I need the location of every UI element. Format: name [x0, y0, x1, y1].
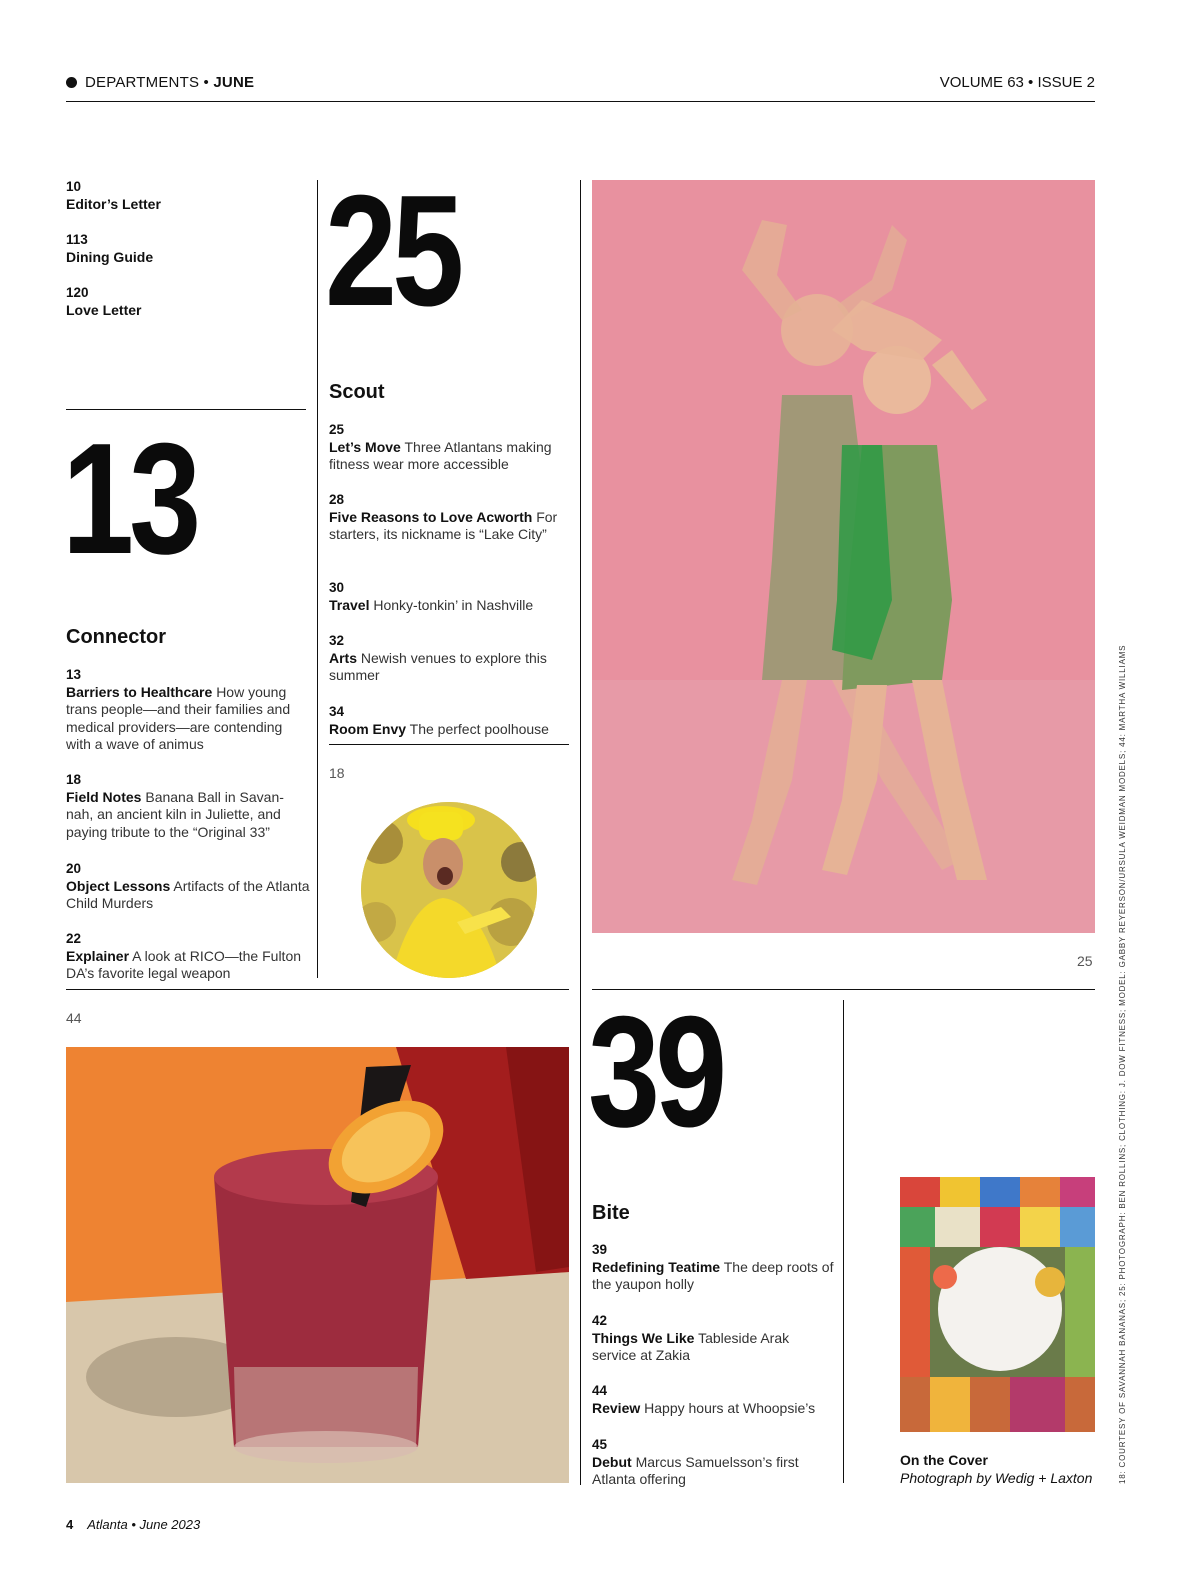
divider [66, 409, 306, 410]
page-number: 32 [329, 633, 345, 648]
page-number: 4 [66, 1517, 74, 1532]
toc-item-arts[interactable] [329, 632, 567, 685]
item-desc: Marcus Samuelsson’s first Atlanta offering [592, 1453, 799, 1488]
photo-page-ref: 18 [329, 765, 345, 781]
item-title: Things We Like [592, 1329, 695, 1346]
dancer-photo [592, 180, 1095, 933]
item-title: Arts [329, 649, 358, 666]
scout-big-number: 25 [325, 163, 460, 339]
item-desc: Happy hours at Whoopsie’s [644, 1399, 816, 1416]
item-desc: For starters, its nickname is “Lake City” [329, 508, 558, 543]
item-desc: The deep roots of the yaupon holly [592, 1258, 834, 1293]
cocktail-photo [66, 1047, 569, 1483]
column-divider [843, 1000, 844, 1483]
connector-big-number: 13 [62, 411, 197, 587]
toc-item-lets-move[interactable] [329, 421, 567, 474]
page-number: 44 [592, 1383, 608, 1398]
item-title: Object Lessons [66, 877, 171, 894]
item-title: Explainer [66, 947, 130, 964]
toc-item-travel[interactable] [329, 579, 567, 614]
item-title: Barriers to Healthcare [66, 683, 213, 700]
item-title: Review [592, 1399, 641, 1416]
page-number: 34 [329, 704, 345, 719]
item-title: Field Notes [66, 788, 142, 805]
toc-item-things-we-like[interactable] [592, 1312, 836, 1365]
page-number: 113 [66, 232, 88, 247]
toc-item-acworth[interactable] [329, 491, 567, 544]
volume-issue: VOLUME 63 • ISSUE 2 [939, 74, 1095, 91]
photo-credits: 18: COURTESY OF SAVANNAH BANANAS; 25: PHOTOGRAPH: BEN ROLLINS; CLOTHING: J. DOW FITNESS; MODEL: GABBY REYERSON/URSULA WEIDMAN MODELS; 44: MARTHA WILLIAMS [1118, 644, 1127, 1484]
item-desc: The perfect poolhouse [409, 720, 549, 737]
toc-item-review[interactable] [592, 1382, 836, 1417]
connector-title: Connector [66, 626, 166, 648]
page-number: 45 [592, 1437, 608, 1452]
banana-ball-fan-photo [361, 802, 537, 978]
item-desc: Three Atlantans making fitness wear more accessible [329, 438, 552, 473]
column-divider [317, 180, 318, 978]
page-number: 28 [329, 492, 345, 507]
item-desc: A look at RICO—the Fulton DA’s favorite legal weapon [66, 947, 302, 982]
scout-title: Scout [329, 381, 385, 403]
toc-item-field-notes[interactable] [66, 771, 310, 841]
item-title: Dining Guide [66, 248, 154, 265]
cover-thumbnail-photo[interactable] [900, 1177, 1095, 1432]
item-desc: Newish venues to explore this summer [329, 649, 547, 684]
page-number: 10 [66, 179, 82, 194]
item-title: Five Reasons to Love Acworth [329, 508, 533, 525]
toc-item-object-lessons[interactable] [66, 860, 310, 913]
item-title: Let’s Move [329, 438, 401, 455]
item-desc: Banana Ball in Savan-nah, an ancient kiln in Juliette, and paying tribute to the “Original 33” [66, 788, 284, 840]
toc-item-editors-letter[interactable] [66, 178, 306, 213]
bullet-icon [66, 77, 77, 88]
toc-item-love-letter[interactable] [66, 284, 306, 319]
toc-item-debut[interactable] [592, 1436, 836, 1489]
bite-title: Bite [592, 1202, 630, 1224]
item-title: Editor’s Letter [66, 195, 161, 212]
page-number: 39 [592, 1242, 608, 1257]
section-label [66, 74, 254, 91]
header-bullet: • [203, 74, 209, 91]
item-title: Debut [592, 1453, 632, 1470]
page-number: 30 [329, 580, 345, 595]
toc-item-dining-guide[interactable] [66, 231, 306, 266]
photo-page-ref: 44 [66, 1010, 82, 1026]
item-title: Redefining Teatime [592, 1258, 721, 1275]
toc-item-room-envy[interactable] [329, 703, 567, 738]
photo-page-ref: 25 [1077, 953, 1093, 969]
cover-credit: Photograph by Wedig + Laxton [900, 1470, 1093, 1486]
item-title: Room Envy [329, 720, 407, 737]
item-desc: Artifacts of the Atlanta Child Murders [66, 877, 310, 912]
publication-line: Atlanta • June 2023 [87, 1517, 201, 1532]
column-divider [580, 180, 581, 1485]
cover-title: On the Cover [900, 1452, 988, 1468]
toc-item-explainer[interactable] [66, 930, 310, 983]
header-month: JUNE [213, 74, 255, 91]
divider [329, 744, 569, 745]
page-number: 18 [66, 772, 82, 787]
toc-item-teatime[interactable] [592, 1241, 836, 1294]
item-desc: Honky-tonkin’ in Nashville [373, 596, 534, 613]
page-number: 20 [66, 861, 82, 876]
page-number: 22 [66, 931, 82, 946]
page-number: 13 [66, 667, 82, 682]
toc-item-barriers[interactable] [66, 666, 310, 754]
page-header [66, 74, 1095, 102]
page-number: 25 [329, 422, 345, 437]
section-name: DEPARTMENTS [85, 74, 200, 91]
item-desc: Tableside Arak service at Zakia [592, 1329, 790, 1364]
page-number: 120 [66, 285, 89, 300]
page-number: 42 [592, 1313, 608, 1328]
item-title: Travel [329, 596, 370, 613]
item-title: Love Letter [66, 301, 142, 318]
item-desc: How young trans people—and their families and medical providers—are contending with a wave of animus [66, 683, 291, 753]
bite-big-number: 39 [588, 984, 723, 1160]
page-footer [66, 1517, 200, 1532]
divider [66, 989, 569, 990]
